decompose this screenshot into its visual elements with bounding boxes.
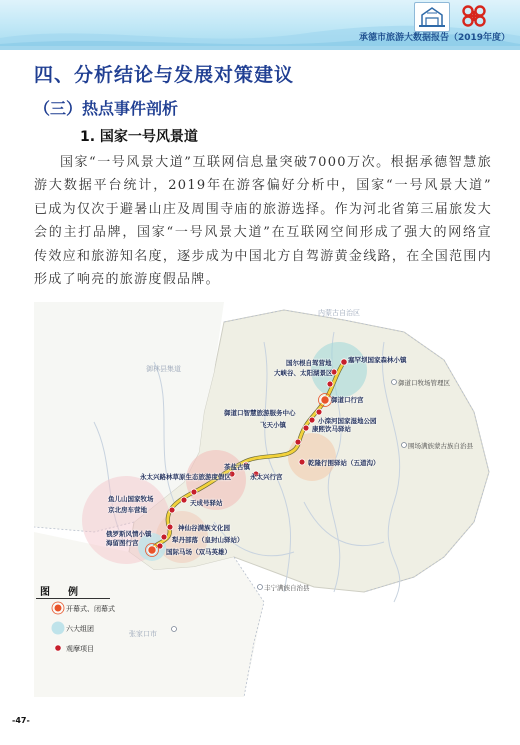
section-title: 四、分析结论与发展对策建议 — [34, 64, 295, 86]
label-eluosi: 俄罗斯风情小镇 — [106, 530, 152, 538]
label-xiaoluanhe: 小滦河国家湿地公园 — [318, 417, 377, 425]
label-qianlong: 乾隆行围驿站（五道沟） — [308, 459, 380, 467]
label-feitian: 飞天小镇 — [260, 421, 286, 429]
label-guoji: 国际马场（双马英雄） — [166, 548, 231, 556]
label-saihanba: 塞罕坝国家森林小镇 — [348, 356, 407, 364]
label-yudaokou-village: 御道口行宫 — [331, 396, 364, 404]
region-guyuan: 御林县集道 — [146, 365, 181, 373]
body-paragraph: 国家“一号风景大道”互联网信息量突破7000万次。根据承德智慧旅游大数据平台统计，2019年在游客偏好分析中，国家“一号风景大道” 已成为仅次于避暑山庄及周围寺庙的旅游选择。作为河北省第三届旅发大会的主打品牌，国家“一号风景大道”在互联网空间形成了强大的网络宣传效应和旅游知名度，逐步成为中国北方自驾游黄金线路，在全国范围内形成了响亮的旅游度假品牌。 — [34, 155, 492, 288]
legend-title: 图例 — [40, 587, 96, 598]
label-guerqi: 国尔根自驾营地 — [286, 359, 332, 367]
label-shenxian: 神仙谷满族文化园 — [178, 524, 230, 532]
unicom-logo-icon — [456, 2, 492, 30]
label-yongtai-palace: 永太兴行宫 — [250, 473, 283, 481]
label-yongtai: 永太兴路林草原生态旅游度假区 — [140, 473, 231, 481]
legend-item-ceremony: 开幕式、闭幕式 — [66, 605, 115, 613]
label-daxiagu: 大峡谷、太阳湖景区 — [274, 369, 333, 377]
label-haiqing: 海留图行宫 — [106, 539, 139, 547]
legend-item-clusters: 六大组团 — [66, 625, 94, 633]
legend-divider — [36, 598, 110, 599]
label-chaqi: 茶盐古镇 — [224, 463, 250, 471]
page-number: -47- — [12, 716, 30, 725]
region-inner-mongolia: 内蒙古自治区 — [318, 309, 360, 317]
label-kanglong: 康熙饮马驿站 — [312, 425, 351, 433]
region-yudaokou-ranch: 御道口牧场管理区 — [398, 379, 450, 387]
label-yuershan: 鱼儿山国家牧场 — [108, 495, 154, 503]
header-band — [0, 0, 520, 46]
label-lidan: 犁丹部落（皇封山驿站） — [172, 536, 244, 544]
report-title: 承德市旅游大数据报告（2019年度） — [358, 33, 510, 43]
legend-item-projects: 观摩项目 — [66, 645, 94, 653]
region-zhangjiakou: 张家口市 — [129, 630, 157, 638]
item-title: 1. 国家一号风景道 — [80, 129, 198, 145]
label-tiancheng: 天成号驿站 — [190, 499, 223, 507]
label-yudaokou-center: 御道口智慧旅游服务中心 — [224, 409, 296, 417]
city-logo-icon — [414, 2, 450, 32]
subsection-title: （三）热点事件剖析 — [34, 99, 179, 118]
label-jingbei: 京北房车营地 — [108, 506, 147, 514]
map-background — [34, 302, 494, 697]
region-fengning: 丰宁满族自治县 — [264, 584, 310, 592]
scenic-route-map — [34, 302, 494, 697]
region-weichang: 围场满族蒙古族自治县 — [408, 442, 473, 450]
